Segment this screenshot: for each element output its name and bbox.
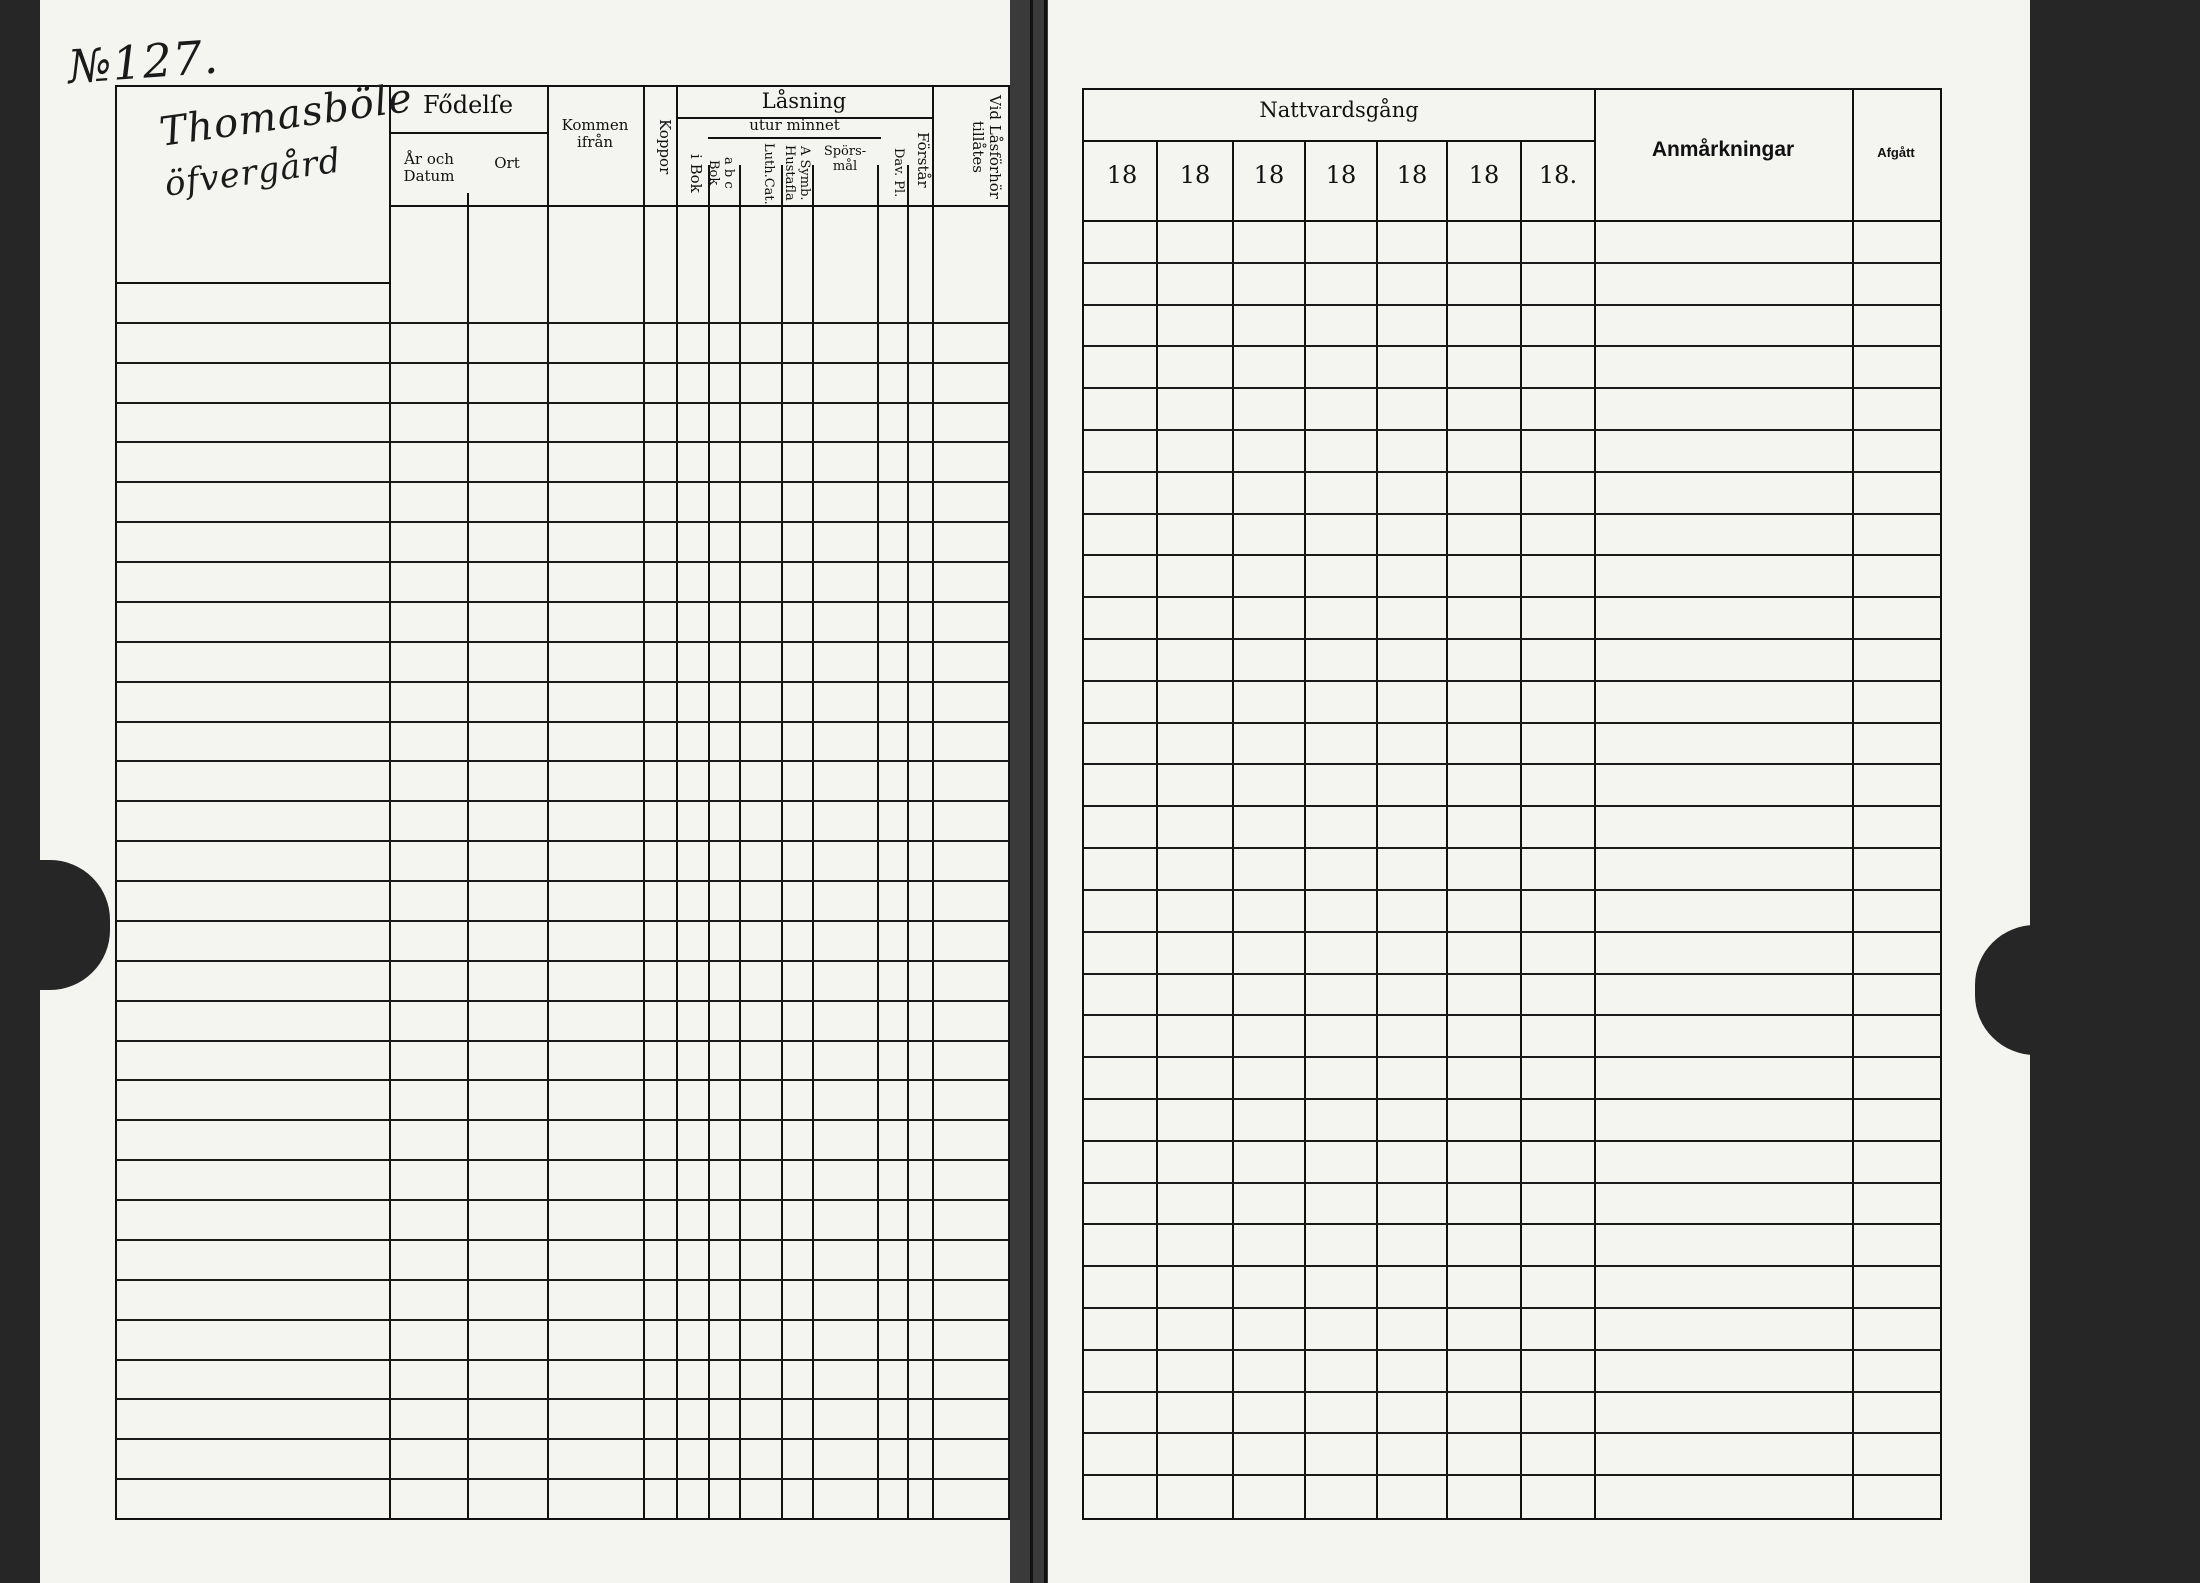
table-row <box>117 1239 1008 1241</box>
table-row <box>117 1319 1008 1321</box>
table-row <box>117 760 1008 762</box>
header-year-1: 18 <box>1106 161 1138 189</box>
header-year-4: 18 <box>1325 161 1357 189</box>
table-row <box>117 1359 1008 1361</box>
header-abc-bok: a b c Bok <box>706 157 736 189</box>
left-ledger-table <box>115 85 1010 1520</box>
table-row <box>117 800 1008 802</box>
table-row <box>1084 638 1940 640</box>
col-divider <box>389 87 391 1518</box>
table-row <box>117 441 1008 443</box>
table-row <box>1084 1182 1940 1184</box>
name-cell-bottom-line <box>117 282 389 284</box>
table-row <box>117 840 1008 842</box>
table-row <box>1084 1349 1940 1351</box>
col-divider <box>643 87 645 1518</box>
table-row <box>1084 1140 1940 1142</box>
col-divider <box>932 87 934 1518</box>
right-top-line <box>1084 88 1940 90</box>
header-koppor: Koppor <box>656 119 674 175</box>
header-dav-pl: Dav. Pl. <box>891 148 906 198</box>
table-row <box>117 1398 1008 1400</box>
table-row <box>117 481 1008 483</box>
table-row <box>117 960 1008 962</box>
table-row <box>117 1159 1008 1161</box>
col-divider <box>1594 88 1596 1518</box>
fodelse-underline <box>389 132 547 134</box>
header-utur-minnet: utur minnet <box>749 116 840 134</box>
table-row <box>117 920 1008 922</box>
table-row <box>1084 1432 1940 1434</box>
header-year-7: 18. <box>1538 161 1578 189</box>
table-row <box>117 641 1008 643</box>
minnet-underline <box>708 137 881 139</box>
table-row <box>1084 805 1940 807</box>
table-row <box>1084 1098 1940 1100</box>
table-row <box>1084 1265 1940 1267</box>
table-row <box>117 1000 1008 1002</box>
table-row <box>1084 387 1940 389</box>
table-row <box>1084 680 1940 682</box>
table-row <box>117 402 1008 404</box>
farm-name: Thomasböle <box>156 74 416 156</box>
header-i-bok: i Bok <box>687 153 705 193</box>
table-row <box>117 521 1008 523</box>
table-row <box>1084 596 1940 598</box>
table-row <box>1084 763 1940 765</box>
header-anmarkningar: Anmårkningar <box>1651 138 1795 161</box>
col-divider <box>1852 88 1854 1518</box>
header-lasning: Låsning <box>761 89 847 113</box>
table-row <box>117 362 1008 364</box>
table-row <box>1084 345 1940 347</box>
table-row <box>117 1438 1008 1440</box>
header-ar-och-datum: År och Datum <box>403 150 455 186</box>
header-nattvardsgang: Nattvardsgång <box>1259 98 1419 122</box>
header-year-6: 18 <box>1468 161 1500 189</box>
col-divider <box>547 87 549 1518</box>
table-row <box>117 601 1008 603</box>
table-row <box>1084 1056 1940 1058</box>
table-row <box>117 1079 1008 1081</box>
table-row <box>1084 1223 1940 1225</box>
header-kommen-ifran: Kommen ifrån <box>561 116 629 152</box>
right-header-bottom <box>1084 220 1940 222</box>
table-row <box>1084 973 1940 975</box>
col-divider <box>676 87 678 1518</box>
register-number: №127. <box>66 29 221 94</box>
header-year-3: 18 <box>1253 161 1285 189</box>
table-row <box>117 322 1008 324</box>
table-row <box>1084 304 1940 306</box>
table-row <box>1084 1014 1940 1016</box>
table-row <box>117 880 1008 882</box>
table-row <box>117 681 1008 683</box>
table-row <box>1084 847 1940 849</box>
table-row <box>1084 1474 1940 1476</box>
left-page-edge <box>1030 0 1033 1583</box>
header-sporsmal: Spörs-mål <box>823 144 867 174</box>
table-row <box>1084 262 1940 264</box>
right-ledger-table <box>1082 88 1942 1520</box>
table-row <box>1084 471 1940 473</box>
table-row <box>1084 1391 1940 1393</box>
right-page-edge <box>1044 0 1047 1583</box>
table-row <box>1084 722 1940 724</box>
header-afgatt: Afgått <box>1877 145 1915 160</box>
table-row <box>1084 429 1940 431</box>
header-bottom-line <box>389 205 1008 207</box>
table-row <box>1084 554 1940 556</box>
table-row <box>117 1119 1008 1121</box>
table-row <box>117 561 1008 563</box>
nattvard-underline <box>1084 140 1594 142</box>
table-row <box>1084 1307 1940 1309</box>
header-ort: Ort <box>494 154 520 172</box>
header-year-5: 18 <box>1396 161 1428 189</box>
header-forstar: Förstår <box>914 132 932 188</box>
table-row <box>117 1040 1008 1042</box>
farm-subtitle: öfvergård <box>162 140 344 205</box>
header-year-2: 18 <box>1179 161 1211 189</box>
header-vid-lasforhor: Vid Låsförhör tillåtes <box>968 95 1004 199</box>
header-a-symb: A Symb. Hustafla <box>782 145 812 201</box>
table-row <box>1084 889 1940 891</box>
table-row <box>117 721 1008 723</box>
table-row <box>1084 931 1940 933</box>
table-row <box>117 1279 1008 1281</box>
table-row <box>1084 513 1940 515</box>
header-luth-cat: Luth.Cat. <box>761 143 776 205</box>
header-fodelse: Fődelſe <box>422 91 514 119</box>
table-row <box>117 1478 1008 1480</box>
table-row <box>117 1199 1008 1201</box>
